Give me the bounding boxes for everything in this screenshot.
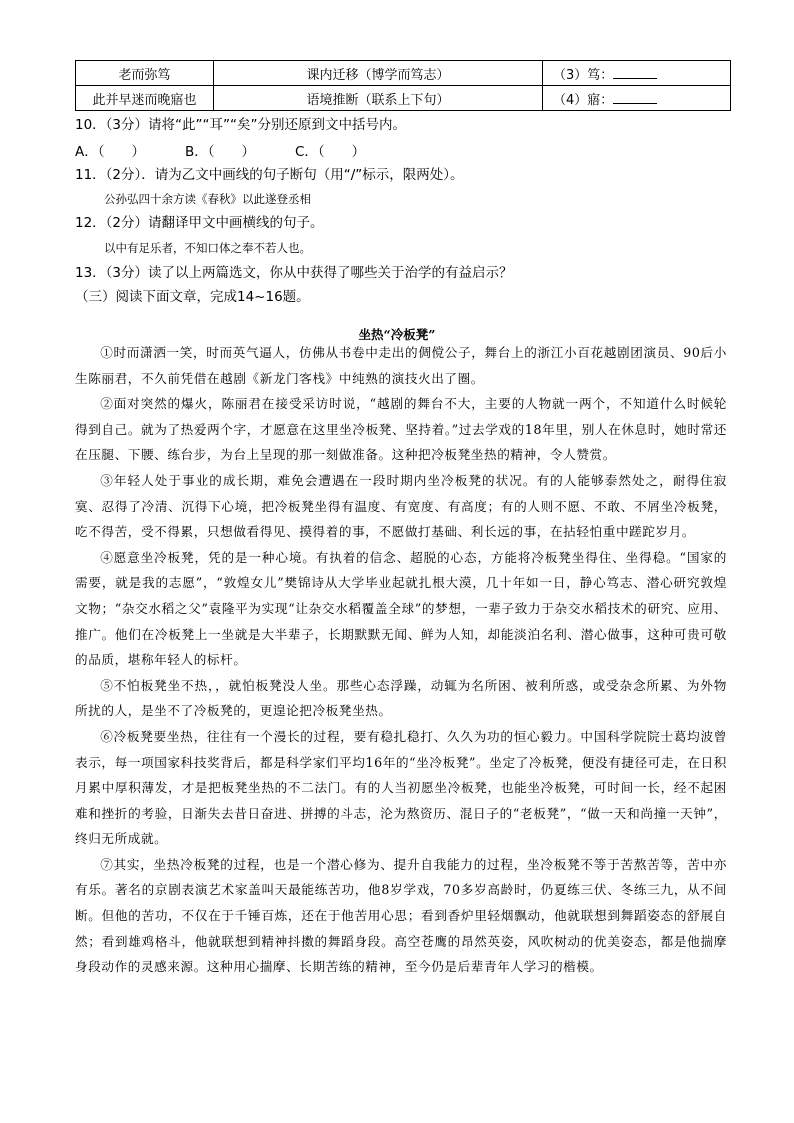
section-3-heading: （三）阅读下面文章，完成14~16题。 (75, 289, 310, 305)
option-c: C．（ ） (295, 144, 366, 160)
table-row (76, 61, 731, 86)
word-cell: 老而弥笃 (76, 61, 214, 86)
answer-cell (543, 86, 731, 111)
answer-cell (543, 61, 731, 86)
article-body (75, 340, 727, 980)
article-title: 坐热“冷板凳” (358, 327, 436, 342)
article-paragraph-3: ③年轻人处于事业的成长期，难免会遭遇在一段时期内坐冷板凳的状况。有的人能够泰然处之，耐得住寂寞、忍得了冷清、沉得下心境，把冷板凳坐得有温度、有宽度、有高度；有的人则不愿、不敢、不屑坐冷板凳，吃不得苦，受不得累，只想做看得见、摸得着的事，不愿做打基础、利长远的事，在拈轻怕重中蹉跎岁月。 (75, 472, 727, 540)
question-12: 12．（2分）请翻译甲文中画横线的句子。 (75, 215, 324, 231)
question-11-sentence: 公孙弘四十余方读《春秋》以此遂登丞相 (104, 192, 311, 206)
article-paragraph-7: ⑦其实，坐热冷板凳的过程，也是一个潜心修为、提升自我能力的过程，坐冷板凳不等于苦熬苦等，苦中亦有乐。著名的京剧表演艺术家盖叫天最能练苦功，他8岁学戏，70多岁高龄时，仍夏练三伏、冬练三九，从不间断。但他的苦功，不仅在于千锤百炼，还在于他苦用心思；看到香炉里轻烟飘动，他就联想到舞蹈姿态的舒展自然；看到雄鸡格斗，他就联想到精神抖擞的舞蹈身段。高空苍鹰的昂然英姿，风吹树动的优美姿态，都是他揣摩身段动作的灵感来源。这种用心揣摩、长期苦练的精神，至今仍是后辈青年人学习的楷模。 (75, 856, 727, 975)
vocab-table (75, 60, 731, 111)
question-12-sentence: 以中有足乐者，不知口体之奉不若人也。 (104, 241, 311, 255)
answer-label: （4）寤： (553, 92, 614, 108)
word-cell: 此并早迷而晚寤也 (76, 86, 214, 111)
method-cell: 语境推断（联系上下句） (214, 86, 543, 111)
answer-label: （3）笃： (553, 67, 614, 83)
answer-blank[interactable] (613, 66, 657, 79)
option-b: B．（ ） (185, 144, 256, 160)
question-10-options (75, 140, 365, 160)
article-paragraph-5: ⑤不怕板凳坐不热，，就怕板凳没人坐。那些心态浮躁，动辄为名所困、被利所惑，或受杂念所累、为外物所扰的人，是坐不了冷板凳的，更遑论把冷板凳坐热。 (75, 677, 727, 719)
question-10: 10．（3分）请将“此”“耳”“矣”分别还原到文中括号内。 (75, 117, 406, 133)
answer-blank[interactable] (613, 91, 657, 104)
question-13: 13．（3分）读了以上两篇选文，你从中获得了哪些关于治学的有益启示？ (75, 265, 513, 281)
article-paragraph-6: ⑥冷板凳要坐热，往往有一个漫长的过程，要有稳扎稳打、久久为功的恒心毅力。中国科学院院士葛均波曾表示，每一项国家科技奖背后，都是科学家们平均16年的“坐冷板凳”。坐定了冷板凳，便没有捷径可走，在日积月累中厚积薄发，才是把板凳坐热的不二法门。有的人当初愿坐冷板凳，也能坐冷板凳，可时间一长，经不起困难和挫折的考验，日渐失去昔日奋进、拼搏的斗志，沦为熬资历、混日子的“老板凳”，“做一天和尚撞一天钟”，终归无所成就。 (75, 728, 727, 847)
article-paragraph-1: ①时而潇洒一笑，时而英气逼人，仿佛从书卷中走出的倜傥公子，舞台上的浙江小百花越剧团演员、90后小生陈丽君，不久前凭借在越剧《新龙门客栈》中纯熟的演技火出了圈。 (75, 345, 727, 386)
article-paragraph-2: ②面对突然的爆火，陈丽君在接受采访时说，“越剧的舞台不大，主要的人物就一两个，不知道什么时候轮得到自己。就为了热爱两个字，才愿意在这里坐冷板凳、坚持着。”过去学戏的18年里，别人在休息时，她时常还在压腿、下腰、练台步，为台上呈现的那一刻做准备。这种把冷板凳坐热的精神，令人赞赏。 (75, 396, 727, 463)
table-row (76, 86, 731, 111)
option-a: A．（ ） (75, 144, 145, 160)
method-cell: 课内迁移（博学而笃志） (214, 61, 543, 86)
article-paragraph-4: ④愿意坐冷板凳，凭的是一种心境。有执着的信念、超脱的心态，方能将冷板凳坐得住、坐得稳。“国家的需要，就是我的志愿”，“敦煌女儿”樊锦诗从大学毕业起就扎根大漠，几十年如一日，静心笃志、潜心研究敦煌文物；“杂交水稻之父”袁隆平为实现“让杂交水稻覆盖全球”的梦想，一辈子致力于杂交水稻技术的研究、应用、推广。他们在冷板凳上一坐就是大半辈子，长期默默无闻、鲜为人知，却能淡泊名利、潜心做事，这种可贵可敬的品质，堪称年轻人的标杆。 (75, 549, 727, 668)
question-11: 11．（2分）．请为乙文中画线的句子断句（用“/”标示，限两处）。 (75, 167, 464, 183)
